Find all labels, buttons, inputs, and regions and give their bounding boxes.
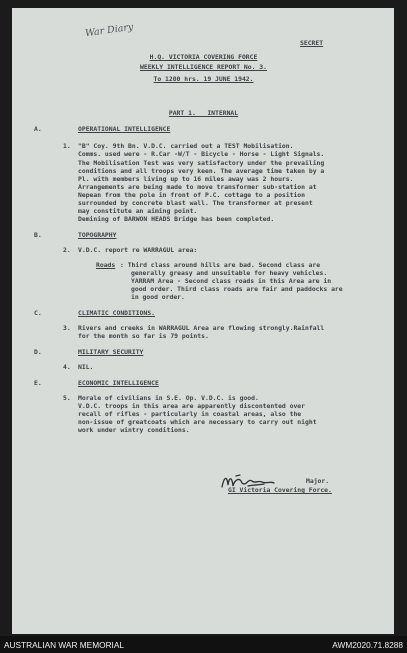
- part-heading: PART 1. INTERNAL: [168, 109, 239, 117]
- section-e-line-2: V.D.C. troops in this area are apparently discontented over: [78, 402, 306, 410]
- archive-footer: [0, 636, 407, 653]
- section-a-line-9: may constitute an aiming point.: [78, 207, 198, 215]
- section-e-letter: E.: [34, 379, 42, 387]
- section-d-number: 4.: [63, 363, 71, 371]
- section-c-number: 3.: [63, 324, 71, 332]
- section-c-line-1: Rivers and creeks in WARRAGUL Area are flowing strongly.Rainfall: [78, 324, 325, 332]
- section-e-number: 5.: [63, 394, 71, 402]
- roads-label: Roads: [96, 261, 116, 269]
- section-c-letter: C.: [34, 309, 42, 317]
- section-e-line-1: Morale of civilians in S.E. Op. V.D.C. is good.: [78, 394, 259, 402]
- handwritten-note: War Diary: [84, 21, 134, 40]
- roads-line-3: YARRAM Area - Second class roads in this Area are in: [131, 277, 332, 285]
- section-b-letter: B.: [34, 231, 42, 239]
- section-c-line-2: for the month so far is 79 points.: [78, 332, 209, 340]
- signature-rank: Major.: [306, 477, 330, 485]
- footer-accession-number: AWM2020.71.8288: [332, 640, 403, 650]
- section-a-heading: OPERATIONAL INTELLIGENCE: [78, 125, 171, 133]
- document-page: [12, 8, 394, 634]
- section-a-line-10: Demining of BARWON HEADS Bridge has been completed.: [78, 215, 275, 223]
- section-e-line-3: recall of rifles - particularly in coastal areas, also the: [78, 410, 302, 418]
- section-e-line-5: work under wintry conditions.: [78, 426, 190, 434]
- roads-line-2: generally greasy and unsuitable for heavy vehicles.: [131, 269, 328, 277]
- signature-unit: GI Victoria Covering Force.: [228, 486, 332, 494]
- section-b-number: 2.: [63, 246, 71, 254]
- title-line-1: H.Q. VICTORIA COVERING FORCE: [149, 53, 258, 61]
- section-e-heading: ECONOMIC INTELLIGENCE: [78, 379, 159, 387]
- section-a-line-8: surrounded by concrete blast wall. The transformer at present: [78, 199, 313, 207]
- section-d-letter: D.: [34, 348, 42, 356]
- section-d-line-1: NIL.: [78, 363, 94, 371]
- section-d-heading: MILITARY SECURITY: [78, 348, 144, 356]
- section-a-line-5: Pl. with members living up to 16 miles away was 2 hours.: [78, 175, 294, 183]
- section-a-line-7: Nepean from the pole in front of P.C. cottage to a position: [78, 191, 306, 199]
- section-b-heading: TOPOGRAPHY: [78, 231, 117, 239]
- section-a-line-2: Comms. used were - R.Car -W/T - Bicycle - Horse - Light Signals.: [78, 150, 325, 158]
- section-b-intro: V.D.C. report re WARRAGUL area:: [78, 246, 198, 254]
- section-a-letter: A.: [34, 125, 42, 133]
- section-c-heading: CLIMATIC CONDITIONS.: [78, 309, 155, 317]
- title-line-2: WEEKLY INTELLIGENCE REPORT No. 3.: [140, 63, 267, 71]
- section-a-line-4: conditions and all troops very keen. The average time taken by a: [78, 167, 325, 175]
- footer-institution: AUSTRALIAN WAR MEMORIAL: [4, 640, 125, 650]
- title-line-3: To 1200 hrs. 19 JUNE 1942.: [153, 75, 254, 83]
- section-a-number: 1.: [63, 142, 71, 150]
- roads-line-5: in good order.: [131, 293, 185, 301]
- roads-line-4: good order. Third class roads are fair and paddocks are: [131, 285, 343, 293]
- section-a-line-1: "B" Coy. 9th Bn. V.D.C. carried out a TEST Mobilisation.: [78, 142, 294, 150]
- classification-label: SECRET: [300, 39, 324, 47]
- roads-line-1: : Third class around hills are bad. Second class are: [120, 261, 321, 269]
- section-a-line-3: The Mobilisation Test was very satisfactory under the prevailing: [78, 159, 325, 167]
- section-a-line-6: Arrangements are being made to move transformer sub-station at: [78, 183, 317, 191]
- section-e-line-4: non-issue of greatcoats which are necessary to carry out night: [78, 418, 317, 426]
